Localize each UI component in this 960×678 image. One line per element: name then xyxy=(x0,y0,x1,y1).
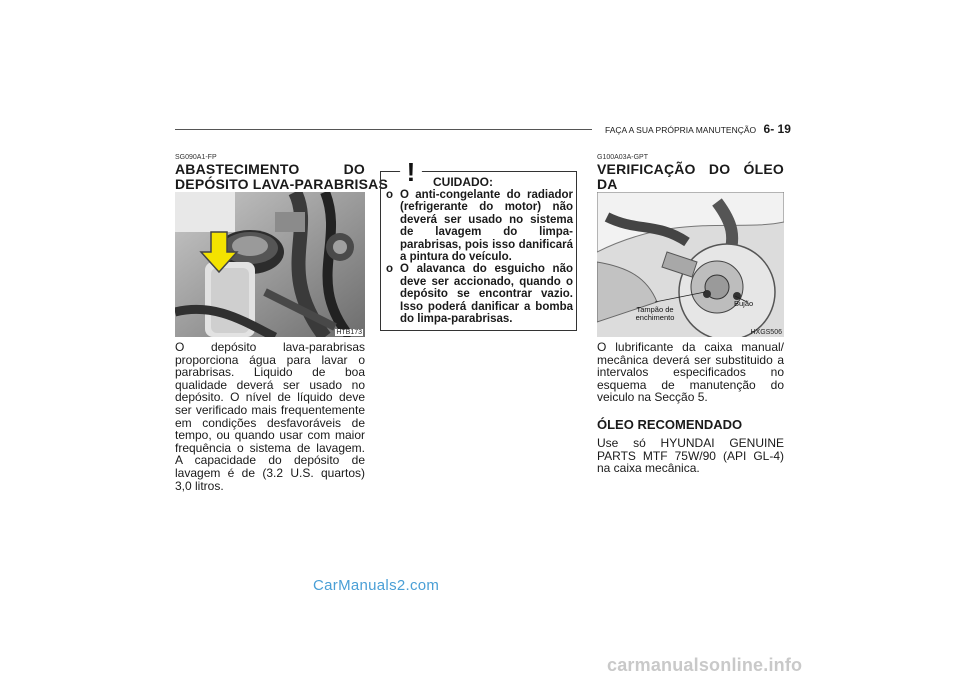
watermark-carmanualsonline[interactable]: carmanualsonline.info xyxy=(607,655,803,675)
svg-text:!: ! xyxy=(406,157,416,187)
left-title-line2: DEPÓSITO LAVA-PARABRISAS xyxy=(175,176,389,192)
right-body-text: O lubrificante da caixa manual/ mecânica deverá ser substituido a intervalos especificados no esquema de manutenção do veiculo na Secção 5. xyxy=(597,340,784,405)
left-body-text: O depósito lava-parabrisas proporciona água para lavar o parabrisas. Liquido de boa qualidade deverá ser usado no depósito. O nível de líquido deve ser verificado mais frequentemente em condições desfavoráveis de tempo, ou quando usar com maior frequência o sistema de lavagem. A capacidade do depósito de lavagem é de (3.2 U.S. quartos) 3,0 litros. xyxy=(175,340,365,493)
caution-item: o O alavanca do esguicho não deve ser accionado, quando o depósito se encontrar vazio. Isso poderá danificar a bomba do limpa-parabrisas. xyxy=(386,263,573,326)
right-section-code: G100A03A-GPT xyxy=(597,154,648,161)
caution-title: CUIDADO: xyxy=(433,175,493,189)
filler-cap-label: Tampão de enchimento xyxy=(635,305,675,322)
page-header xyxy=(605,122,791,136)
recommended-oil-heading: ÓLEO RECOMENDADO xyxy=(597,417,743,432)
recommended-oil-text: Use só HYUNDAI GENUINE PARTS MTF 75W/90 (API GL-4) na caixa mecânica. xyxy=(597,436,784,476)
left-title-line1: ABASTECIMENTO DO xyxy=(175,161,365,177)
warning-icon xyxy=(392,150,430,188)
right-image-code: HXGS506 xyxy=(750,329,782,336)
washer-reservoir-photo xyxy=(175,192,365,337)
watermark-carmanuals2[interactable]: CarManuals2.com xyxy=(313,577,440,594)
right-title-line1: VERIFICAÇÃO DO ÓLEO DA xyxy=(597,161,784,192)
gearbox-diagram xyxy=(597,192,784,337)
left-section-code: SG090A1-FP xyxy=(175,154,217,161)
caution-list xyxy=(386,189,573,325)
plug-label: Bujão xyxy=(734,299,754,308)
caution-list-container xyxy=(386,189,573,325)
header-rule xyxy=(175,129,592,130)
caution-item: o O anti-congelante do radiador (refrigerante do motor) não deverá ser usado no sistema de lavagem do limpa-parabrisas, pois isso danificará a pintura do veículo. xyxy=(386,189,573,264)
left-section-title xyxy=(175,161,389,192)
left-image-code: HTB173 xyxy=(336,329,362,336)
page-number: 6- 19 xyxy=(763,122,791,136)
section-title: FAÇA A SUA PRÓPRIA MANUTENÇÃO xyxy=(605,125,757,135)
